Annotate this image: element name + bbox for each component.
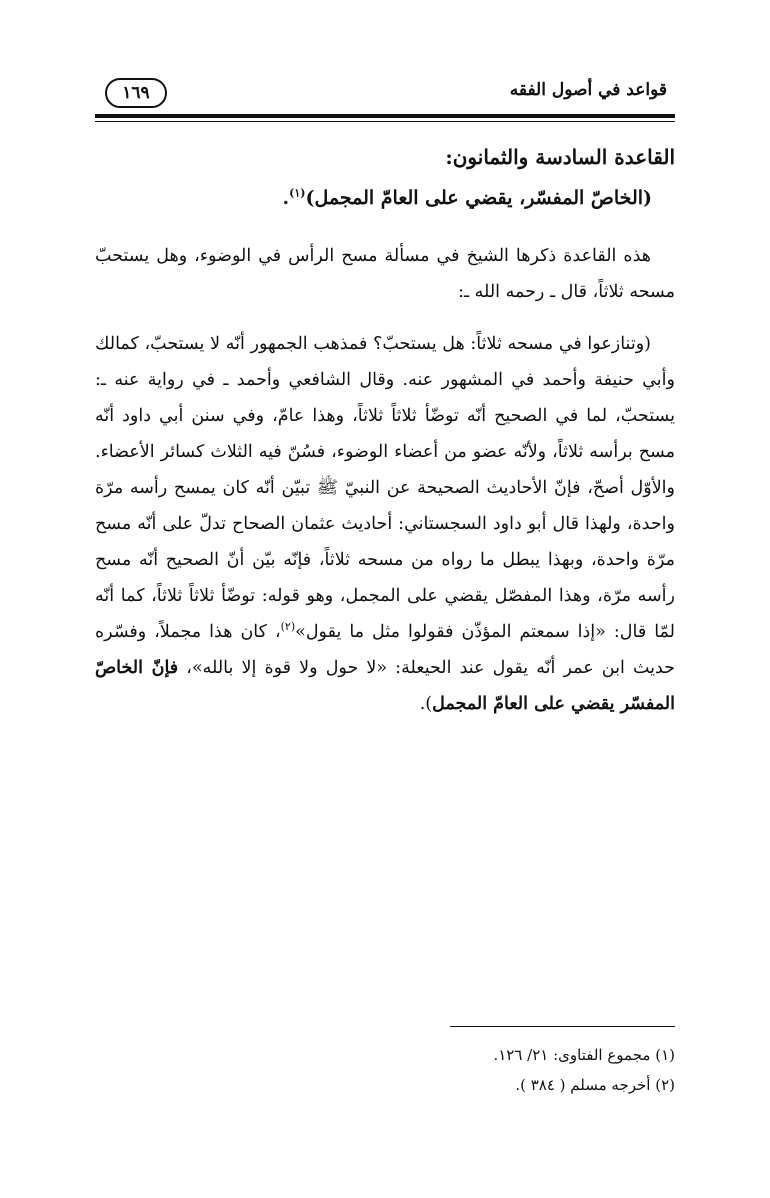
rule-statement-text: (الخاصّ المفسّر، يقضي على العامّ المجمل): [305, 187, 652, 209]
rule-statement-end: .: [282, 187, 290, 209]
header-rule-thin: [95, 121, 675, 122]
page-number: ١٦٩: [105, 78, 167, 108]
quote-bold-conclusion: فإنّ الخاصّ المفسّر يقضي على العامّ المجمل: [95, 658, 675, 714]
quote-part-2: ، كان هذا مجملاً، وفسّره حديث ابن عمر أنّه يقول عند الحيعلة: «لا حول ولا قوة إلا بالله»،: [95, 622, 676, 678]
intro-paragraph: [95, 238, 675, 310]
footnote-2: (٢) أخرجه مسلم ( ٣٨٤ ).: [515, 1076, 675, 1094]
quote-end: ).: [419, 694, 433, 714]
running-title: قواعد في أصول الفقه: [509, 80, 667, 100]
section-heading: القاعدة السادسة والثمانون:: [445, 145, 675, 169]
intro-text: هذه القاعدة ذكرها الشيخ في مسألة مسح الرأس في الوضوء، وهل يستحبّ مسحه ثلاثاً، قال ـ رحمه الله ـ:: [95, 246, 675, 302]
footnote-ref-1: (١): [289, 186, 306, 200]
header-rule-thick: [95, 114, 675, 118]
quote-paragraph: [95, 326, 675, 722]
footnote-separator: [450, 1026, 675, 1027]
quote-part-1: (وتنازعوا في مسحه ثلاثاً: هل يستحبّ؟ فمذهب الجمهور أنّه لا يستحبّ، كمالك وأبي حنيفة وأحمد في المشهور عنه. وقال الشافعي وأحمد ـ في رواية عنه ـ: يستحبّ، لما في الصحيح أنّه توضّأ ثلاثاً ثلاثاً، وهذا عامّ، وفي سنن أبي داود أنّه مسح برأسه ثلاثاً، ولأنّه عضو من أعضاء الوضوء، فسُنّ فيه الثلاث كسائر الأعضاء. والأوّل أصحّ، فإنّ الأحاديث الصحيحة عن النبيّ ﷺ تبيّن أنّه كان يمسح رأسه مرّة واحدة، ولهذا قال أبو داود السجستاني: أحاديث عثمان الصحاح تدلّ على أنّه مسح مرّة واحدة، وبهذا يبطل ما رواه من مسحه ثلاثاً، فإنّه بيّن أنّ الصحيح أنّه مسح رأسه مرّة، وهذا المفصّل يقضي على المجمل، وهو قوله: توضّأ ثلاثاً ثلاثاً، كما أنّه لمّا قال: «إذا سمعتم المؤذّن فقولوا مثل ما يقول»: [95, 334, 675, 642]
quote-text: [95, 326, 675, 722]
footnotes: [95, 1040, 675, 1100]
footnote-1: (١) مجموع الفتاوى: ٢١/ ١٢٦.: [493, 1046, 675, 1064]
footnote-ref-2: (٢): [280, 620, 296, 634]
rule-statement: [95, 187, 652, 209]
page-header: [95, 76, 675, 112]
